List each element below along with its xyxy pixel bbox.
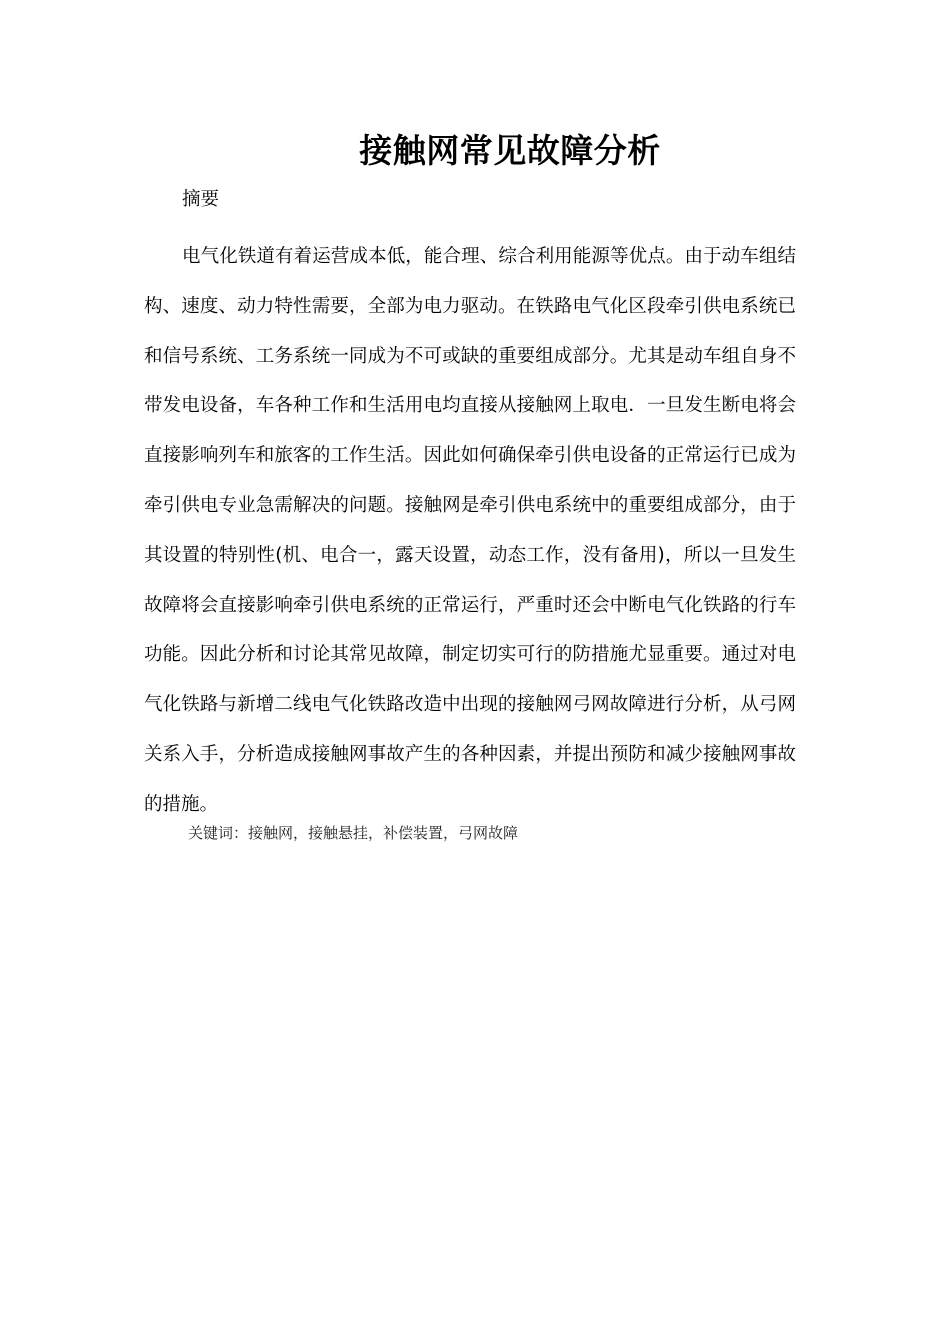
abstract-body: 电气化铁道有着运营成本低，能合理、综合利用能源等优点。由于动车组结构、速度、动力特性需要，全部为电力驱动。在铁路电气化区段牵引供电系统已和信号系统、工务系统一同成为不可或缺的重要组成部分。尤其是动车组自身不带发电设备，车各种工作和生活用电均直接从接触网上取电．一旦发生断电将会直接影响列车和旅客的工作生活。因此如何确保牵引供电设备的正常运行已成为牵引供电专业急需解决的问题。接触网是牵引供电系统中的重要组成部分，由于其设置的特别性(机、电合一，露天设置，动态工作，没有备用)，所以一旦发生故障将会直接影响牵引供电系统的正常运行，严重时还会中断电气化铁路的行车功能。因此分析和讨论其常见故障，制定切实可行的防措施尤显重要。通过对电气化铁路与新增二线电气化铁路改造中出现的接触网弓网故障进行分析，从弓网关系入手，分析造成接触网事故产生的各种因素，并提出预防和减少接触网事故的措施。 (144, 246, 796, 815)
abstract-heading: 摘要 (182, 189, 220, 210)
keywords-line: 关键词：接触网，接触悬挂，补偿装置，弓网故障 (188, 824, 519, 842)
document-title: 接触网常见故障分析 (359, 131, 661, 170)
